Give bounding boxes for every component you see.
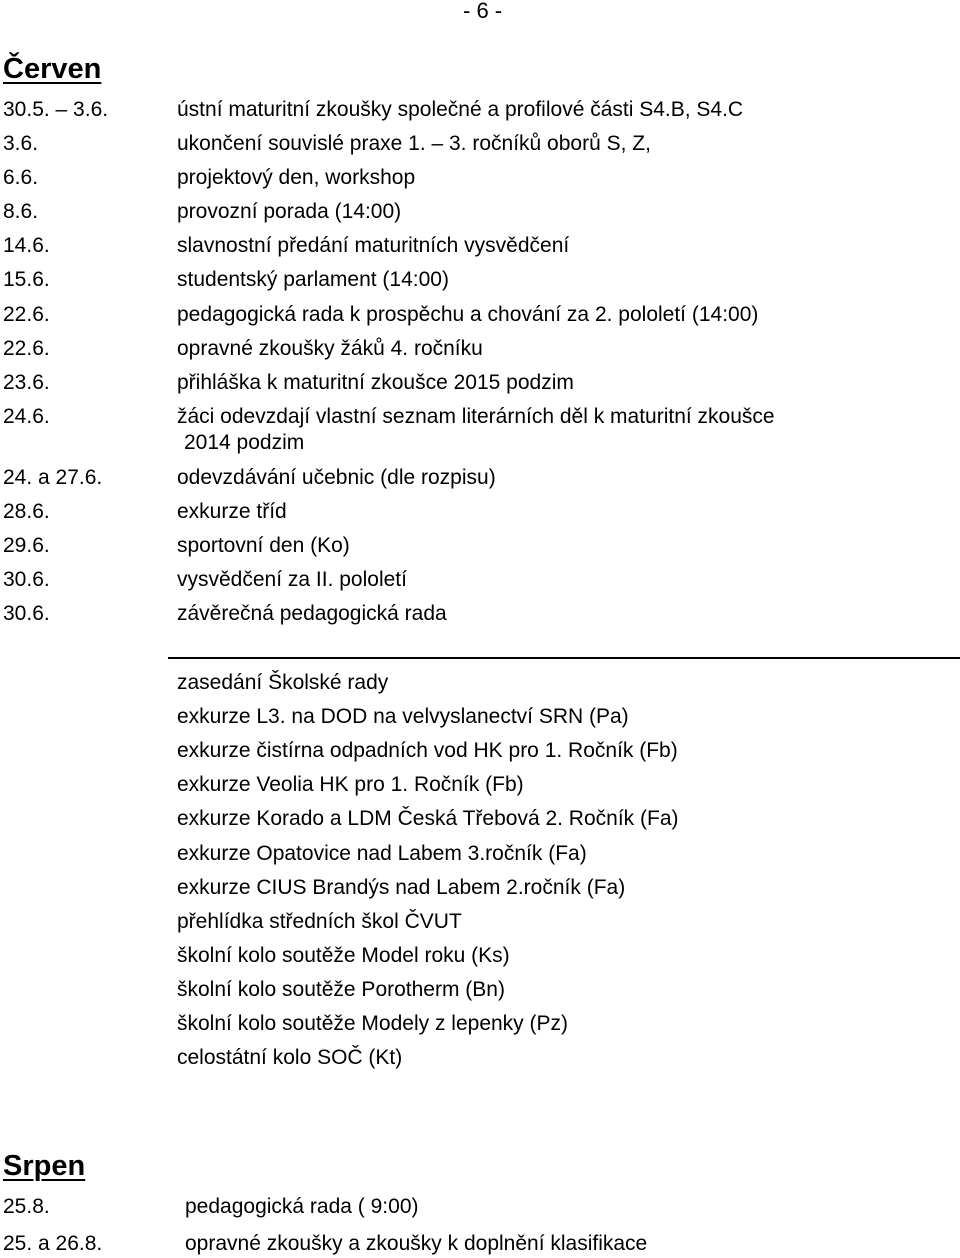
- note-item: exkurze Korado a LDM Česká Třebová 2. Ročník (Fa): [177, 807, 679, 830]
- event-date: 24. a 27.6.: [3, 466, 103, 489]
- event-date: 29.6.: [3, 534, 50, 557]
- event-text: opravné zkoušky a zkoušky k doplnění klasifikace: [185, 1232, 648, 1255]
- month-heading-june: Červen: [3, 53, 102, 85]
- event-date: 28.6.: [3, 500, 50, 523]
- event-text: závěrečná pedagogická rada: [177, 602, 447, 625]
- event-text: ústní maturitní zkoušky společné a profilové části S4.B, S4.C: [177, 98, 744, 121]
- event-text-block: [177, 404, 860, 456]
- event-date: 30.5. – 3.6.: [3, 98, 109, 121]
- event-date: 22.6.: [3, 303, 50, 326]
- event-date: 24.6.: [3, 405, 50, 428]
- event-date: 25. a 26.8.: [3, 1232, 103, 1255]
- event-text: provozní porada (14:00): [177, 200, 402, 223]
- note-item: exkurze čistírna odpadních vod HK pro 1. Ročník (Fb): [177, 739, 678, 762]
- event-text: pedagogická rada ( 9:00): [185, 1195, 419, 1218]
- event-text: sportovní den (Ko): [177, 534, 350, 557]
- note-item: exkurze Opatovice nad Labem 3.ročník (Fa): [177, 842, 587, 865]
- event-date: 14.6.: [3, 234, 50, 257]
- note-item: přehlídka středních škol ČVUT: [177, 910, 462, 933]
- event-text: studentský parlament (14:00): [177, 268, 449, 291]
- event-date: 30.6.: [3, 602, 50, 625]
- month-heading-august: Srpen: [3, 1150, 86, 1182]
- event-text: ukončení souvislé praxe 1. – 3. ročníků oborů S, Z,: [177, 132, 651, 155]
- event-text: odevzdávání učebnic (dle rozpisu): [177, 466, 496, 489]
- event-text: slavnostní předání maturitních vysvědčení: [177, 234, 570, 257]
- event-text-continuation: 2014 podzim: [184, 431, 305, 454]
- event-text: projektový den, workshop: [177, 166, 416, 189]
- event-date: 22.6.: [3, 337, 50, 360]
- event-date: 23.6.: [3, 371, 50, 394]
- event-text: exkurze tříd: [177, 500, 287, 523]
- note-item: školní kolo soutěže Model roku (Ks): [177, 944, 510, 967]
- event-date: 8.6.: [3, 200, 39, 223]
- section-divider: [168, 657, 960, 659]
- event-text: vysvědčení za II. pololetí: [177, 568, 407, 591]
- event-text: přihláška k maturitní zkoušce 2015 podzim: [177, 371, 574, 394]
- note-item: školní kolo soutěže Porotherm (Bn): [177, 978, 505, 1001]
- event-date: 6.6.: [3, 166, 39, 189]
- event-text: žáci odevzdají vlastní seznam literárních děl k maturitní zkoušce: [177, 405, 775, 428]
- page-number: - 6 -: [463, 0, 503, 23]
- event-date: 30.6.: [3, 568, 50, 591]
- event-date: 15.6.: [3, 268, 50, 291]
- note-item: školní kolo soutěže Modely z lepenky (Pz): [177, 1012, 569, 1035]
- note-item: exkurze L3. na DOD na velvyslanectví SRN (Pa): [177, 705, 629, 728]
- note-item: celostátní kolo SOČ (Kt): [177, 1046, 403, 1069]
- note-item: exkurze CIUS Brandýs nad Labem 2.ročník (Fa): [177, 876, 626, 899]
- note-item: zasedání Školské rady: [177, 671, 389, 694]
- event-date: 3.6.: [3, 132, 39, 155]
- note-item: exkurze Veolia HK pro 1. Ročník (Fb): [177, 773, 524, 796]
- event-text: pedagogická rada k prospěchu a chování za 2. pololetí (14:00): [177, 303, 759, 326]
- event-text: opravné zkoušky žáků 4. ročníku: [177, 337, 483, 360]
- event-date: 25.8.: [3, 1195, 50, 1218]
